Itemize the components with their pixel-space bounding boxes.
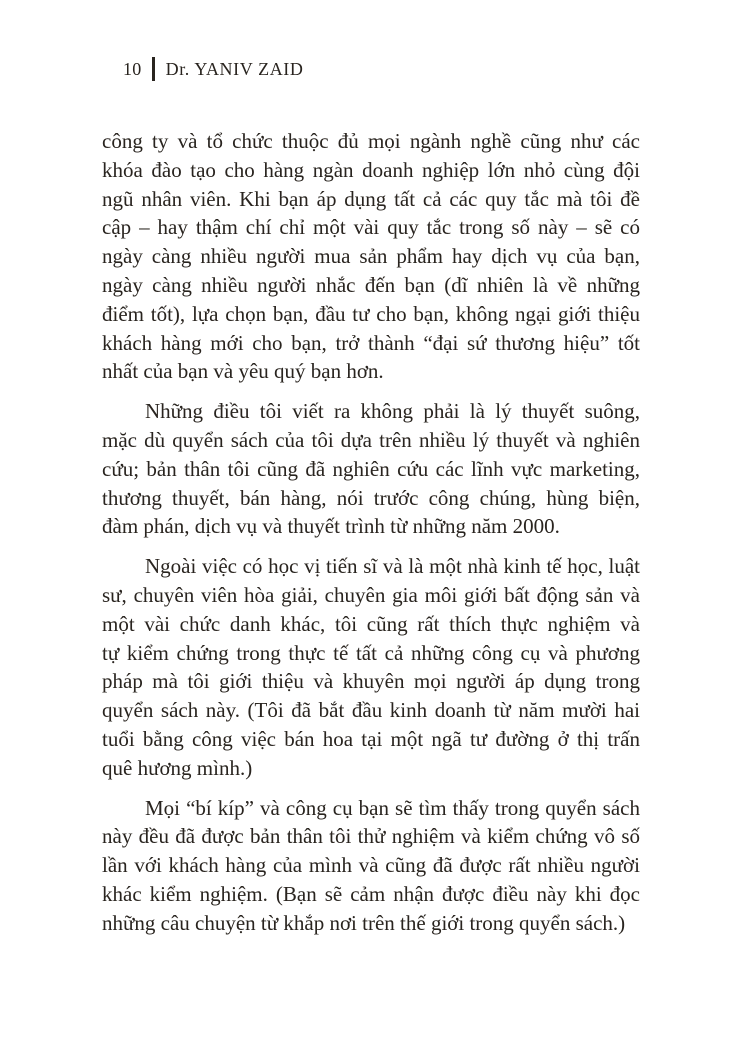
text-line: Mọi “bí kíp” và công cụ bạn sẽ tìm thấy trong quyển sách: [145, 795, 640, 820]
paragraph: [102, 794, 640, 938]
paragraph: [102, 552, 640, 782]
text-line: một vài chức danh khác, tôi cũng rất thích thực nghiệm và: [102, 611, 640, 636]
text-line: sư, chuyên viên hòa giải, chuyên gia môi giới bất động sản và: [102, 582, 640, 607]
text-line: Những điều tôi viết ra không phải là lý thuyết suông,: [145, 399, 640, 424]
text-line: nhất của bạn và yêu quý bạn hơn.: [102, 359, 384, 384]
text-line: tự kiểm chứng trong thực tế tất cả những công cụ và phương: [102, 640, 640, 665]
paragraph: [102, 127, 640, 386]
text-line: mặc dù quyển sách của tôi dựa trên nhiều lý thuyết và nghiên: [102, 427, 640, 452]
header-divider-bar: [152, 57, 155, 81]
text-line: cập – hay thậm chí chỉ một vài quy tắc trong số này – sẽ có: [102, 215, 640, 240]
text-line: khác kiểm nghiệm. (Bạn sẽ cảm nhận được điều này khi đọc: [102, 881, 640, 906]
text-line: này đều đã được bản thân tôi thử nghiệm và kiểm chứng vô số: [102, 824, 640, 849]
text-line: ngày càng nhiều người nhắc đến bạn (dĩ nhiên là về những: [102, 272, 640, 297]
text-line: thương thuyết, bán hàng, nói trước công chúng, hùng biện,: [102, 485, 640, 510]
text-line: khách hàng mới cho bạn, trở thành “đại sứ thương hiệu” tốt: [102, 330, 640, 355]
paragraph: [102, 397, 640, 541]
text-line: lần với khách hàng của mình và cũng đã được rất nhiều người: [102, 853, 640, 878]
text-line: khóa đào tạo cho hàng ngàn doanh nghiệp lớn nhỏ cùng đội: [102, 157, 640, 182]
text-line: quyển sách này. (Tôi đã bắt đầu kinh doanh từ năm mười hai: [102, 698, 640, 723]
text-line: đàm phán, dịch vụ và thuyết trình từ những năm 2000.: [102, 514, 560, 539]
text-line: cứu; bản thân tôi cũng đã nghiên cứu các lĩnh vực marketing,: [102, 456, 640, 481]
text-line: pháp mà tôi giới thiệu và khuyên mọi người áp dụng trong: [102, 669, 640, 694]
page-number: 10: [123, 58, 142, 79]
text-line: quê hương mình.): [102, 755, 253, 780]
text-line: ngũ nhân viên. Khi bạn áp dụng tất cả các quy tắc mà tôi đề: [102, 186, 640, 211]
text-line: những câu chuyện từ khắp nơi trên thế giới trong quyển sách.): [102, 910, 626, 935]
author-name: Dr. YANIV ZAID: [165, 58, 304, 79]
text-line: ngày càng nhiều người mua sản phẩm hay dịch vụ của bạn,: [102, 244, 640, 269]
text-line: tuổi bằng công việc bán hoa tại một ngã tư đường ở thị trấn: [102, 726, 640, 751]
text-line: Ngoài việc có học vị tiến sĩ và là một nhà kinh tế học, luật: [145, 554, 640, 579]
text-line: công ty và tổ chức thuộc đủ mọi ngành nghề cũng như các: [102, 129, 640, 153]
text-line: điểm tốt), lựa chọn bạn, đầu tư cho bạn, không ngại giới thiệu: [102, 301, 640, 326]
body-text: [102, 127, 640, 949]
page-header: [123, 57, 304, 81]
